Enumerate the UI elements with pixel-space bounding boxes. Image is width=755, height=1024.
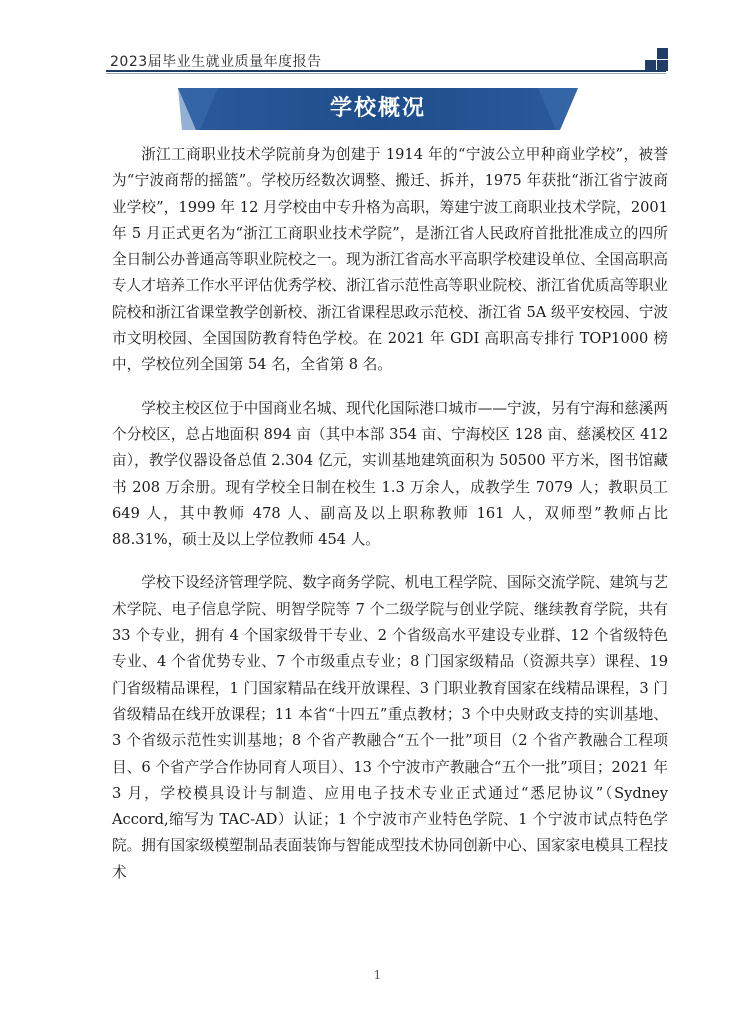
body-content bbox=[112, 142, 668, 886]
header-logo-icon bbox=[644, 48, 668, 72]
paragraph: 学校主校区位于中国商业名城、现代化国际港口城市——宁波，另有宁海和慈溪两个分校区，总占地面积 894 亩（其中本部 354 亩、宁海校区 128 亩、慈溪校区 412 亩），教学仪器设备总值 2.304 亿元，实训基地建筑面积为 50500 平方米，图书馆藏书 208 万余册。现有学校全日制在校生 1.3 万余人，成教学生 7079 人；教职员工 649 人，其中教师 478 人、副高及以上职称教师 161 人，双师型”教师占比 88.31%，硕士及以上学位教师 454 人。 bbox=[112, 399, 668, 549]
report-header-title: 2023届毕业生就业质量年度报告 bbox=[110, 54, 322, 70]
page-number: 1 bbox=[373, 968, 382, 982]
section-title: 学校概况 bbox=[329, 96, 426, 121]
paragraph: 浙江工商职业技术学院前身为创建于 1914 年的“宁波公立甲种商业学校”，被誉为“宁波商帮的摇篮”。学校历经数次调整、搬迁、拆并，1975 年获批“浙江省宁波商业学校”，1999 年 12 月学校由中专升格为高职，筹建宁波工商职业技术学院，2001 年 5 月正式更名为“浙江工商职业技术学院”，是浙江省人民政府首批批准成立的四所全日制公办普通高等职业院校之一。现为浙江省高水平高职学校建设单位、全国高职高专人才培养工作水平评估优秀学校、浙江省示范性高等职业院校、浙江省优质高等职业院校和浙江省课堂教学创新校、浙江省课程思政示范校、浙江省 5A 级平安校园、宁波市文明校园、全国国防教育特色学校。在 2021 年 GDI 高职高专排行 TOP1000 榜中，学校位列全国第 54 名，全省第 8 名。 bbox=[112, 146, 668, 374]
paragraph: 学校下设经济管理学院、数字商务学院、机电工程学院、国际交流学院、建筑与艺术学院、电子信息学院、明智学院等 7 个二级学院与创业学院、继续教育学院，共有 33 个专业，拥有 4 个国家级骨干专业、2 个省级高水平建设专业群、12 个省级特色专业、4 个省优势专业、7 个市级重点专业；8 门国家级精品（资源共享）课程、19 门省级精品课程，1 门国家精品在线开放课程、3 门职业教育国家在线精品课程，3 门省级精品在线开放课程；11 本省“十四五”重点教材；3 个中央财政支持的实训基地、3 个省级示范性实训基地；8 个省产教融合“五个一批”项目（2 个省产教融合工程项目、6 个省产学合作协同育人项目）、13 个宁波市产教融合“五个一批”项目；2021 年 3 月，学校模具设计与制造、应用电子技术专业正式通过“悉尼协议”（Sydney Accord,缩写为 TAC-AD）认证；1 个宁波市产业特色学院、1 个宁波市试点特色学院。拥有国家级模塑制品表面装饰与智能成型技术协同创新中心、国家家电模具工程技术 bbox=[112, 574, 668, 881]
section-banner bbox=[178, 88, 578, 130]
header-divider-thin bbox=[106, 73, 666, 74]
header-divider bbox=[106, 70, 666, 72]
